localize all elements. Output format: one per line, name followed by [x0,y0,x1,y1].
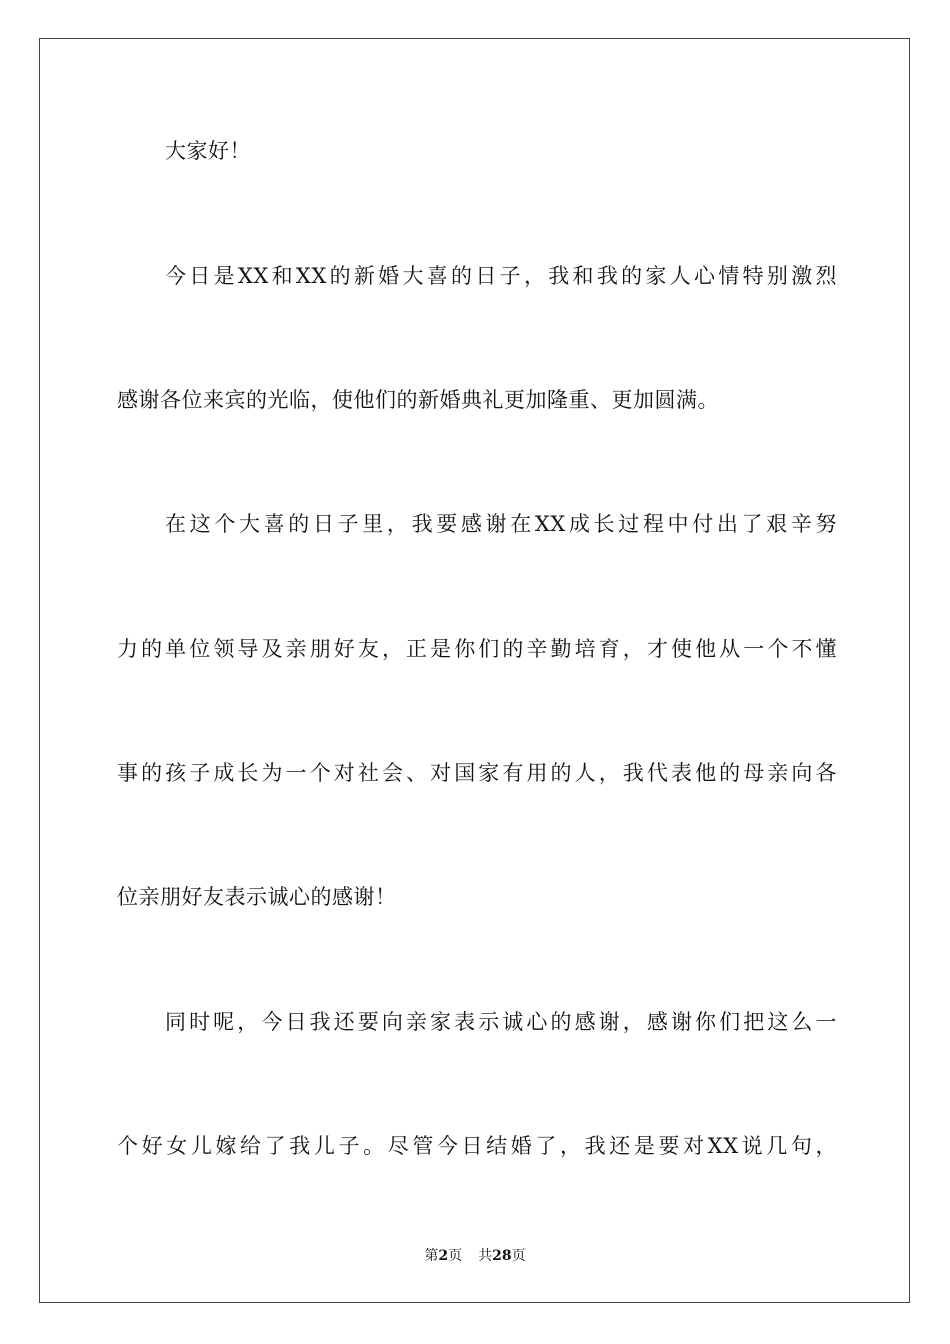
text-line: 事的孩子成长为一个对社会、对国家有用的人，我代表他的母亲向各 [117,761,837,785]
page-border [39,38,910,1303]
total-label-suffix: 页 [511,1248,526,1264]
page-footer [0,1246,950,1266]
text-line: 力的单位领导及亲朋好友，正是你们的辛勤培育，才使他从一个不懂 [117,637,837,661]
current-page-number: 2 [438,1248,449,1264]
text-line: 位亲朋好友表示诚心的感谢！ [117,885,397,909]
text-line: 在这个大喜的日子里，我要感谢在XX成长过程中付出了艰辛努 [165,512,837,536]
total-label-prefix: 共 [478,1248,493,1264]
text-line: 今日是XX和XX的新婚大喜的日子，我和我的家人心情特别激烈 [165,264,837,288]
page-label-suffix: 页 [448,1248,463,1264]
text-line: 感谢各位来宾的光临，使他们的新婚典礼更加隆重、更加圆满。 [117,388,719,412]
text-line: 同时呢，今日我还要向亲家表示诚心的感谢，感谢你们把这么一 [165,1010,837,1034]
page-label-prefix: 第 [424,1248,439,1264]
total-page-count: 28 [492,1248,512,1264]
text-line: 个好女儿嫁给了我儿子。尽管今日结婚了，我还是要对XX说几句， [117,1134,837,1158]
text-line-greeting: 大家好！ [165,139,251,163]
